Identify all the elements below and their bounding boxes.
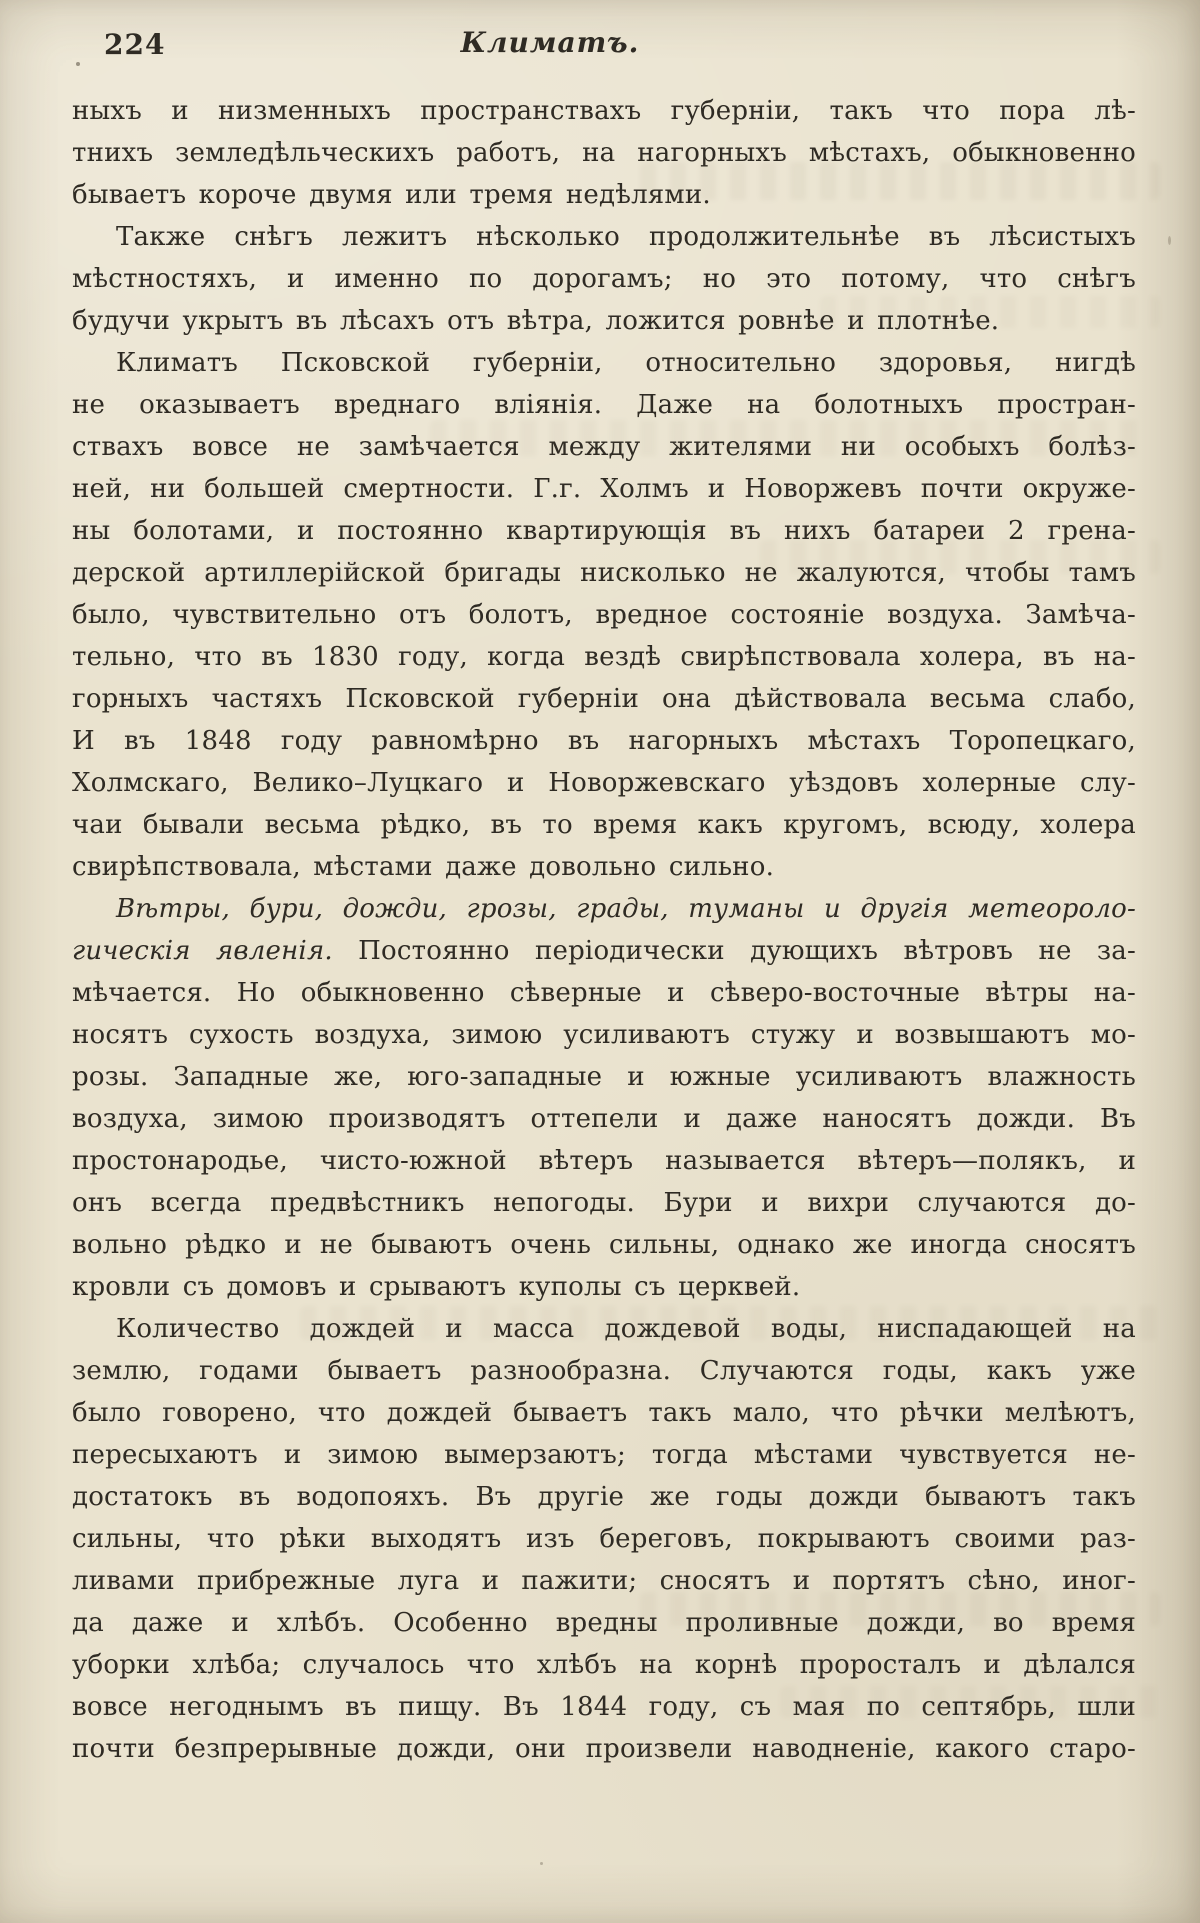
text-line xyxy=(72,930,1136,972)
body-text: простонародье, чисто-южной вѣтеръ называется вѣтеръ—полякъ, и xyxy=(72,1146,1136,1176)
body-text: дерской артиллерійской бригады нисколько не жалуются, чтобы тамъ xyxy=(72,558,1136,588)
body-text: кровли съ домовъ и срываютъ куполы съ церквей. xyxy=(72,1272,801,1302)
body-text: ныхъ и низменныхъ пространствахъ губерніи, такъ что пора лѣ- xyxy=(72,96,1136,126)
paper-speck xyxy=(1168,236,1171,245)
body-text: сильны, что рѣки выходятъ изъ береговъ, покрываютъ своими раз- xyxy=(72,1524,1136,1554)
text-line xyxy=(72,90,1136,132)
italic-text: гическія явленія. xyxy=(72,936,333,966)
body-text: было говорено, что дождей бываетъ такъ мало, что рѣчки мелѣютъ, xyxy=(72,1398,1136,1428)
body-text: тнихъ земледѣльческихъ работъ, на нагорныхъ мѣстахъ, обыкновенно xyxy=(72,138,1136,168)
text-line xyxy=(72,594,1136,636)
text-line xyxy=(72,174,1136,216)
text-line xyxy=(72,1182,1136,1224)
running-title: Климатъ. xyxy=(460,26,640,59)
text-line xyxy=(72,1350,1136,1392)
body-text: Климатъ Псковской губерніи, относительно здоровья, нигдѣ xyxy=(116,348,1136,378)
text-line xyxy=(72,258,1136,300)
text-line xyxy=(72,1476,1136,1518)
body-text: не оказываетъ вреднаго вліянія. Даже на болотныхъ простран- xyxy=(72,390,1136,420)
body-text: пересыхаютъ и зимою вымерзаютъ; тогда мѣстами чувствуется не- xyxy=(72,1440,1136,1470)
page-number: 224 xyxy=(104,28,166,61)
text-line xyxy=(72,132,1136,174)
body-text: мѣстностяхъ, и именно по дорогамъ; но это потому, что снѣгъ xyxy=(72,264,1136,294)
text-line xyxy=(72,1686,1136,1728)
text-line xyxy=(72,1098,1136,1140)
body-text: мѣчается. Но обыкновенно сѣверные и сѣверо-восточные вѣтры на- xyxy=(72,978,1136,1008)
italic-text: Вѣтры, бури, дожди, грозы, грады, туманы и другія метеороло- xyxy=(116,894,1136,924)
text-line xyxy=(72,1728,1136,1770)
body-text: будучи укрытъ въ лѣсахъ отъ вѣтра, ложится ровнѣе и плотнѣе. xyxy=(72,306,1000,336)
body-text: да даже и хлѣбъ. Особенно вредны проливные дожди, во время xyxy=(72,1608,1136,1638)
text-line xyxy=(72,1602,1136,1644)
text-line xyxy=(72,972,1136,1014)
body-text: Постоянно періодически дующихъ вѣтровъ не за- xyxy=(332,936,1136,966)
body-text: розы. Западные же, юго-западные и южные усиливаютъ влажность xyxy=(72,1062,1136,1092)
body-text: И въ 1848 году равномѣрно въ нагорныхъ мѣстахъ Торопецкаго, xyxy=(72,726,1136,756)
text-line xyxy=(72,468,1136,510)
body-text: свирѣпствовала, мѣстами даже довольно сильно. xyxy=(72,852,775,882)
body-text: Холмскаго, Велико–Луцкаго и Новоржевскаго уѣздовъ холерные слу- xyxy=(72,768,1136,798)
text-body xyxy=(72,90,1136,1770)
body-text: горныхъ частяхъ Псковской губерніи она дѣйствовала весьма слабо, xyxy=(72,684,1136,714)
text-line xyxy=(72,300,1136,342)
text-line xyxy=(72,510,1136,552)
text-line xyxy=(72,846,1136,888)
text-line xyxy=(72,342,1136,384)
body-text: бываетъ короче двумя или тремя недѣлями. xyxy=(72,180,711,210)
text-line xyxy=(72,1434,1136,1476)
body-text: вольно рѣдко и не бываютъ очень сильны, однако же иногда сносятъ xyxy=(72,1230,1136,1260)
body-text: тельно, что въ 1830 году, когда вездѣ свирѣпствовала холера, въ на- xyxy=(72,642,1136,672)
text-line xyxy=(72,426,1136,468)
paper-speck xyxy=(540,1862,543,1865)
body-text: вовсе негоднымъ въ пищу. Въ 1844 году, съ мая по септябрь, шли xyxy=(72,1692,1136,1722)
text-line xyxy=(72,1392,1136,1434)
body-text: почти безпрерывные дожди, они произвели наводненіе, какого старо- xyxy=(72,1734,1136,1764)
text-line xyxy=(72,384,1136,426)
text-line xyxy=(72,1308,1136,1350)
text-line xyxy=(72,1224,1136,1266)
text-line xyxy=(72,636,1136,678)
text-line xyxy=(72,1518,1136,1560)
text-line xyxy=(72,1560,1136,1602)
text-line xyxy=(72,1056,1136,1098)
text-line xyxy=(72,762,1136,804)
text-line xyxy=(72,678,1136,720)
body-text: достатокъ въ водопояхъ. Въ другіе же годы дожди бываютъ такъ xyxy=(72,1482,1136,1512)
body-text: онъ всегда предвѣстникъ непогоды. Бури и вихри случаются до- xyxy=(72,1188,1136,1218)
text-line xyxy=(72,1644,1136,1686)
body-text: землю, годами бываетъ разнообразна. Случаются годы, какъ уже xyxy=(72,1356,1136,1386)
text-line xyxy=(72,216,1136,258)
body-text: ны болотами, и постоянно квартирующія въ нихъ батареи 2 грена- xyxy=(72,516,1136,546)
text-line xyxy=(72,804,1136,846)
body-text: ствахъ вовсе не замѣчается между жителями ни особыхъ болѣз- xyxy=(72,432,1136,462)
body-text: чаи бывали весьма рѣдко, въ то время какъ кругомъ, всюду, холера xyxy=(72,810,1136,840)
text-line xyxy=(72,1140,1136,1182)
text-line xyxy=(72,1266,1136,1308)
body-text: ней, ни большей смертности. Г.г. Холмъ и Новоржевъ почти окруже- xyxy=(72,474,1136,504)
body-text: носятъ сухость воздуха, зимою усиливаютъ стужу и возвышаютъ мо- xyxy=(72,1020,1136,1050)
text-line xyxy=(72,888,1136,930)
body-text: уборки хлѣба; случалось что хлѣбъ на корнѣ проросталъ и дѣлался xyxy=(72,1650,1136,1680)
body-text: было, чувствительно отъ болотъ, вредное состояніе воздуха. Замѣча- xyxy=(72,600,1136,630)
text-line xyxy=(72,1014,1136,1056)
page-header xyxy=(0,26,1200,72)
text-line xyxy=(72,720,1136,762)
body-text: воздуха, зимою производятъ оттепели и даже наносятъ дожди. Въ xyxy=(72,1104,1136,1134)
text-line xyxy=(72,552,1136,594)
body-text: Также снѣгъ лежитъ нѣсколько продолжительнѣе въ лѣсистыхъ xyxy=(116,222,1136,252)
body-text: ливами прибрежные луга и пажити; сносятъ и портятъ сѣно, иног- xyxy=(72,1566,1136,1596)
body-text: Количество дождей и масса дождевой воды, ниспадающей на xyxy=(116,1314,1136,1344)
